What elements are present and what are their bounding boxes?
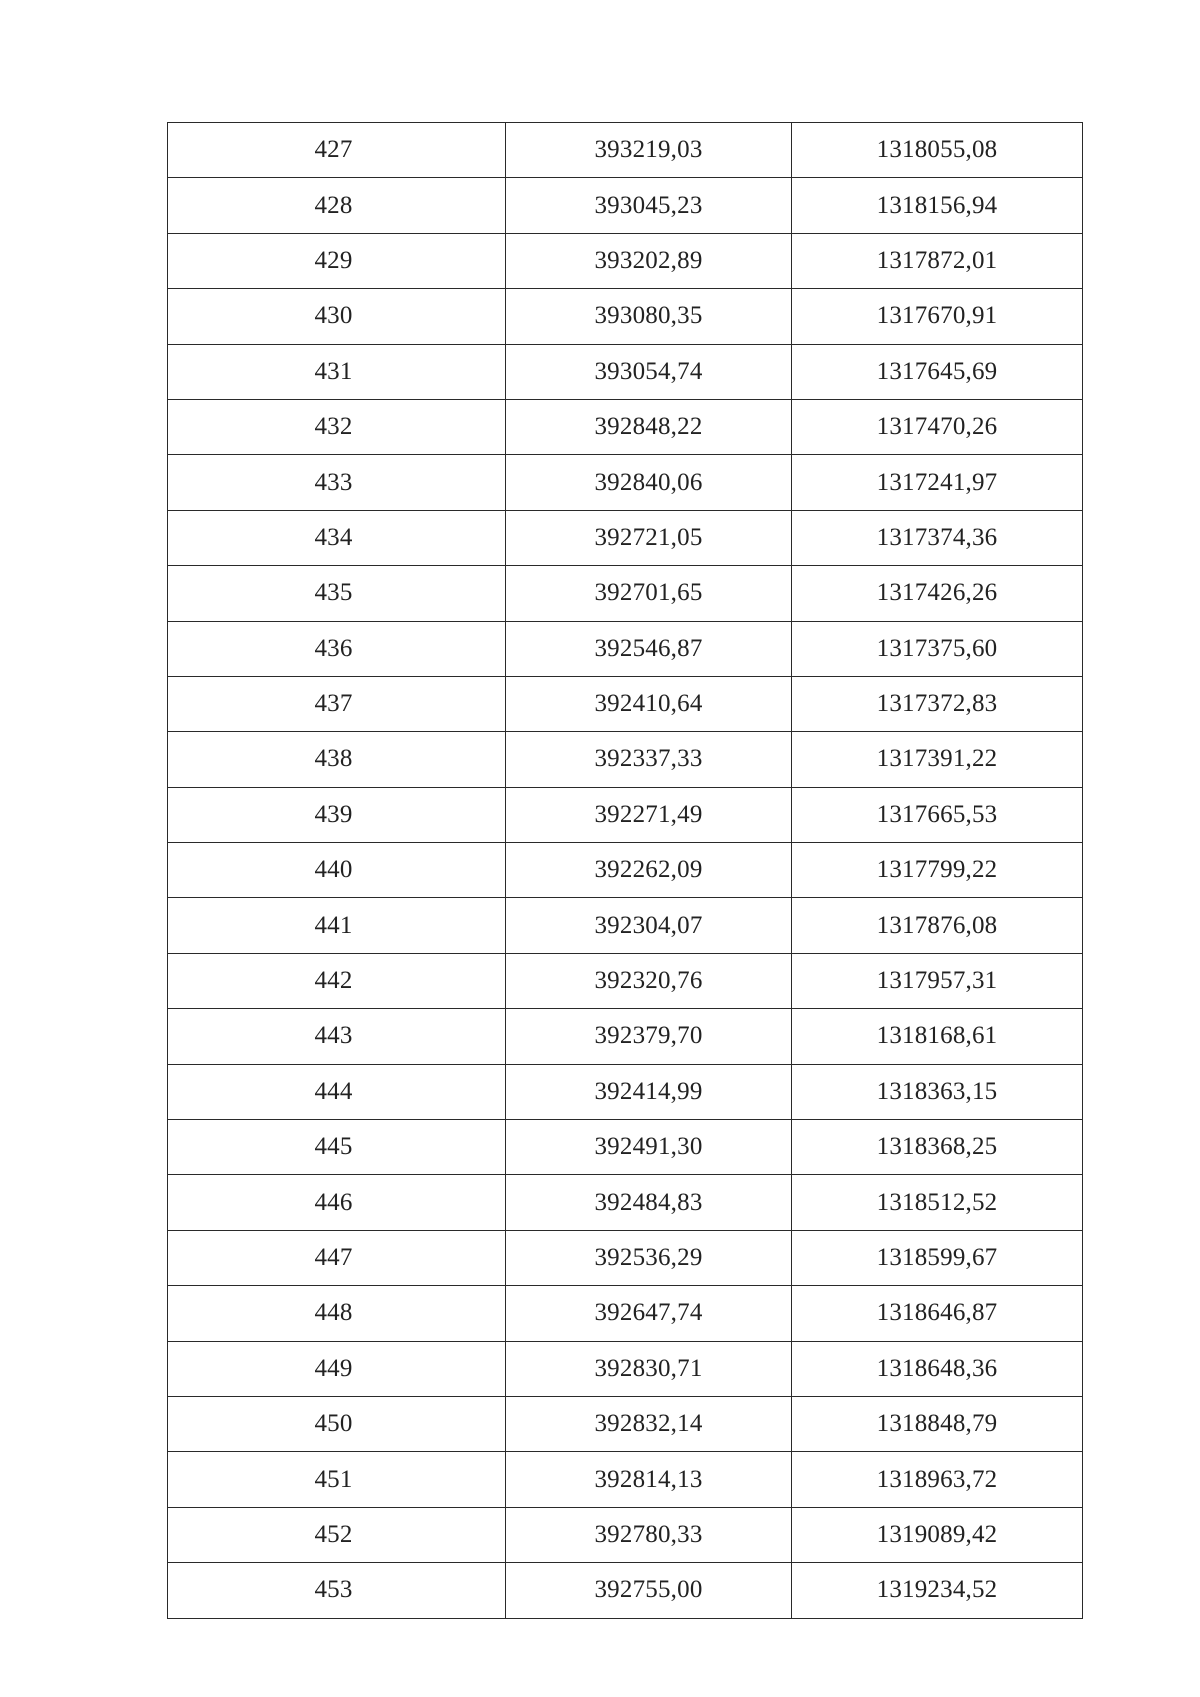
table-row (168, 1064, 1083, 1119)
table-row (168, 344, 1083, 399)
table-row (168, 621, 1083, 676)
point-number-cell: 448 (168, 1286, 506, 1341)
point-number-cell: 429 (168, 233, 506, 288)
x-coordinate-cell: 392721,05 (506, 510, 792, 565)
point-number-cell: 435 (168, 566, 506, 621)
point-number-cell: 428 (168, 178, 506, 233)
point-number-cell: 453 (168, 1563, 506, 1618)
table-row (168, 676, 1083, 731)
table-row (168, 178, 1083, 233)
x-coordinate-cell: 392414,99 (506, 1064, 792, 1119)
point-number-cell: 449 (168, 1341, 506, 1396)
table-row (168, 898, 1083, 953)
x-coordinate-cell: 392832,14 (506, 1396, 792, 1451)
y-coordinate-cell: 1317470,26 (792, 399, 1083, 454)
y-coordinate-cell: 1317375,60 (792, 621, 1083, 676)
table-row (168, 1452, 1083, 1507)
x-coordinate-cell: 392262,09 (506, 843, 792, 898)
point-number-cell: 447 (168, 1230, 506, 1285)
point-number-cell: 441 (168, 898, 506, 953)
point-number-cell: 432 (168, 399, 506, 454)
y-coordinate-cell: 1317670,91 (792, 289, 1083, 344)
table-row (168, 1175, 1083, 1230)
y-coordinate-cell: 1317426,26 (792, 566, 1083, 621)
point-number-cell: 431 (168, 344, 506, 399)
table-row (168, 399, 1083, 454)
y-coordinate-cell: 1317872,01 (792, 233, 1083, 288)
x-coordinate-cell: 392410,64 (506, 676, 792, 731)
y-coordinate-cell: 1319089,42 (792, 1507, 1083, 1562)
point-number-cell: 445 (168, 1120, 506, 1175)
point-number-cell: 450 (168, 1396, 506, 1451)
y-coordinate-cell: 1318156,94 (792, 178, 1083, 233)
x-coordinate-cell: 392814,13 (506, 1452, 792, 1507)
table-row (168, 1230, 1083, 1285)
y-coordinate-cell: 1318646,87 (792, 1286, 1083, 1341)
coordinates-table (167, 122, 1083, 1619)
table-row (168, 1120, 1083, 1175)
table-row (168, 1341, 1083, 1396)
table-row (168, 123, 1083, 178)
y-coordinate-cell: 1317391,22 (792, 732, 1083, 787)
table-row (168, 1009, 1083, 1064)
y-coordinate-cell: 1318599,67 (792, 1230, 1083, 1285)
table-row (168, 1563, 1083, 1618)
y-coordinate-cell: 1318848,79 (792, 1396, 1083, 1451)
x-coordinate-cell: 392830,71 (506, 1341, 792, 1396)
table-row (168, 455, 1083, 510)
point-number-cell: 437 (168, 676, 506, 731)
y-coordinate-cell: 1317374,36 (792, 510, 1083, 565)
y-coordinate-cell: 1317876,08 (792, 898, 1083, 953)
x-coordinate-cell: 393219,03 (506, 123, 792, 178)
table-row (168, 1507, 1083, 1562)
x-coordinate-cell: 392701,65 (506, 566, 792, 621)
table-row (168, 289, 1083, 344)
coordinates-table-body (168, 123, 1083, 1619)
point-number-cell: 430 (168, 289, 506, 344)
point-number-cell: 452 (168, 1507, 506, 1562)
x-coordinate-cell: 393202,89 (506, 233, 792, 288)
point-number-cell: 446 (168, 1175, 506, 1230)
y-coordinate-cell: 1318368,25 (792, 1120, 1083, 1175)
x-coordinate-cell: 392780,33 (506, 1507, 792, 1562)
table-row (168, 510, 1083, 565)
table-row (168, 233, 1083, 288)
x-coordinate-cell: 392304,07 (506, 898, 792, 953)
x-coordinate-cell: 392337,33 (506, 732, 792, 787)
point-number-cell: 442 (168, 953, 506, 1008)
x-coordinate-cell: 392379,70 (506, 1009, 792, 1064)
point-number-cell: 434 (168, 510, 506, 565)
point-number-cell: 438 (168, 732, 506, 787)
y-coordinate-cell: 1317372,83 (792, 676, 1083, 731)
table-row (168, 843, 1083, 898)
x-coordinate-cell: 392536,29 (506, 1230, 792, 1285)
x-coordinate-cell: 392647,74 (506, 1286, 792, 1341)
x-coordinate-cell: 393045,23 (506, 178, 792, 233)
y-coordinate-cell: 1317241,97 (792, 455, 1083, 510)
table-row (168, 1396, 1083, 1451)
y-coordinate-cell: 1317957,31 (792, 953, 1083, 1008)
point-number-cell: 443 (168, 1009, 506, 1064)
x-coordinate-cell: 393054,74 (506, 344, 792, 399)
x-coordinate-cell: 392840,06 (506, 455, 792, 510)
y-coordinate-cell: 1318055,08 (792, 123, 1083, 178)
table-row (168, 953, 1083, 1008)
x-coordinate-cell: 392484,83 (506, 1175, 792, 1230)
table-row (168, 732, 1083, 787)
y-coordinate-cell: 1318512,52 (792, 1175, 1083, 1230)
y-coordinate-cell: 1317645,69 (792, 344, 1083, 399)
point-number-cell: 439 (168, 787, 506, 842)
x-coordinate-cell: 392546,87 (506, 621, 792, 676)
table-row (168, 1286, 1083, 1341)
y-coordinate-cell: 1319234,52 (792, 1563, 1083, 1618)
x-coordinate-cell: 393080,35 (506, 289, 792, 344)
table-row (168, 787, 1083, 842)
y-coordinate-cell: 1318363,15 (792, 1064, 1083, 1119)
x-coordinate-cell: 392271,49 (506, 787, 792, 842)
y-coordinate-cell: 1317799,22 (792, 843, 1083, 898)
x-coordinate-cell: 392491,30 (506, 1120, 792, 1175)
point-number-cell: 436 (168, 621, 506, 676)
y-coordinate-cell: 1317665,53 (792, 787, 1083, 842)
table-row (168, 566, 1083, 621)
y-coordinate-cell: 1318648,36 (792, 1341, 1083, 1396)
x-coordinate-cell: 392848,22 (506, 399, 792, 454)
x-coordinate-cell: 392755,00 (506, 1563, 792, 1618)
x-coordinate-cell: 392320,76 (506, 953, 792, 1008)
point-number-cell: 451 (168, 1452, 506, 1507)
y-coordinate-cell: 1318963,72 (792, 1452, 1083, 1507)
point-number-cell: 433 (168, 455, 506, 510)
point-number-cell: 444 (168, 1064, 506, 1119)
point-number-cell: 427 (168, 123, 506, 178)
y-coordinate-cell: 1318168,61 (792, 1009, 1083, 1064)
point-number-cell: 440 (168, 843, 506, 898)
